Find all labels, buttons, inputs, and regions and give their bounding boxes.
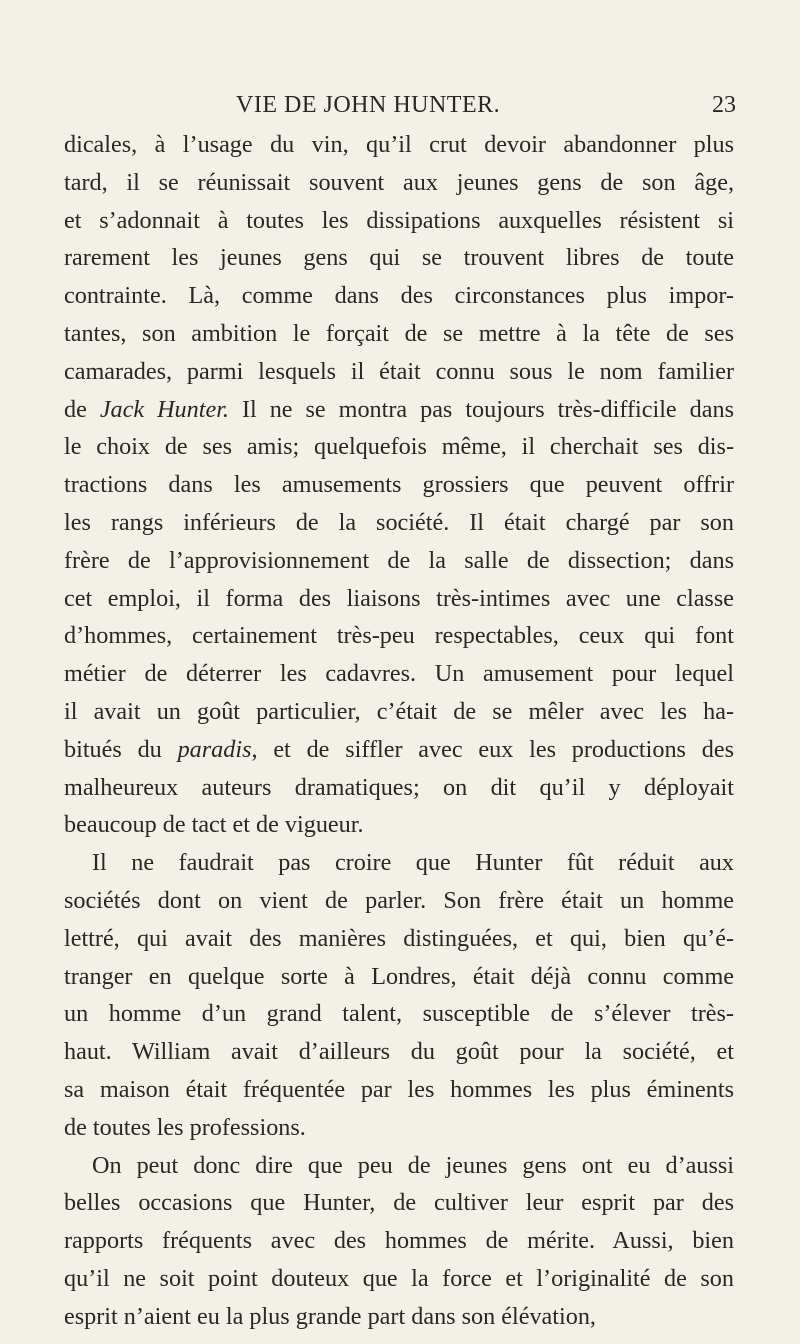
running-title: VIE DE JOHN HUNTER.	[236, 92, 501, 118]
italic-word: paradis	[177, 735, 252, 763]
paragraph-start-line: On peut donc dire que peu de jeunes gens ont eu d’aussi	[92, 1151, 734, 1179]
text-line	[64, 391, 734, 429]
text-line: tractions dans les amusements grossiers que peuvent offrir	[64, 471, 734, 499]
body-text	[64, 126, 734, 1336]
text-line: rarement les jeunes gens qui se trouvent libres de toute	[64, 244, 734, 272]
text-line: tranger en quelque sorte à Londres, était déjà connu comme	[64, 962, 734, 990]
text-line: beaucoup de tact et de vigueur.	[64, 811, 364, 839]
text-line: frère de l’approvisionnement de la salle de dissection; dans	[64, 546, 734, 574]
text-line: esprit n’aient eu la plus grande part dans son élévation,	[64, 1302, 596, 1330]
text-line: tantes, son ambition le forçait de se mettre à la tête de ses	[64, 319, 734, 347]
text-line: qu’il ne soit point douteux que la force et l’originalité de son	[64, 1264, 734, 1292]
text-line: rapports fréquents avec des hommes de mérite. Aussi, bien	[64, 1227, 734, 1255]
text-line: les rangs inférieurs de la société. Il était chargé par son	[64, 508, 734, 536]
text-line: malheureux auteurs dramatiques; on dit qu’il y déployait	[64, 773, 734, 801]
text-line: et s’adonnait à toutes les dissipations auxquelles résistent si	[64, 206, 734, 234]
text-line: cet emploi, il forma des liaisons très-intimes avec une classe	[64, 584, 734, 612]
text-segment: de	[64, 395, 100, 423]
text-line: haut. William avait d’ailleurs du goût pour la société, et	[64, 1038, 734, 1066]
text-line: sociétés dont on vient de parler. Son frère était un homme	[64, 886, 734, 914]
page-number: 23	[712, 92, 736, 118]
text-line: de toutes les professions.	[64, 1113, 306, 1141]
text-line: il avait un goût particulier, c’était de se mêler avec les ha-	[64, 697, 734, 725]
italic-name: Jack Hunter.	[99, 395, 229, 423]
text-line: contrainte. Là, comme dans des circonstances plus impor-	[64, 282, 734, 310]
text-line: sa maison était fréquentée par les hommes les plus éminents	[64, 1075, 734, 1103]
text-line: dicales, à l’usage du vin, qu’il crut devoir abandonner plus	[64, 131, 734, 158]
text-segment: bitués du	[64, 735, 178, 763]
text-line: camarades, parmi lesquels il était connu sous le nom familier	[64, 357, 734, 385]
running-head	[0, 84, 800, 124]
text-line: belles occasions que Hunter, de cultiver leur esprit par des	[64, 1189, 734, 1217]
text-line: tard, il se réunissait souvent aux jeunes gens de son âge,	[64, 168, 734, 196]
text-line: d’hommes, certainement très-peu respectables, ceux qui font	[64, 622, 734, 650]
paragraph-start-line: Il ne faudrait pas croire que Hunter fût réduit aux	[92, 849, 734, 877]
text-line	[64, 731, 734, 769]
text-line: métier de déterrer les cadavres. Un amusement pour lequel	[64, 660, 734, 688]
text-segment: Il ne se montra pas toujours très-difficile dans	[228, 395, 734, 423]
text-line: lettré, qui avait des manières distinguées, et qui, bien qu’é-	[64, 924, 734, 952]
text-line: le choix de ses amis; quelquefois même, il cherchait ses dis-	[64, 433, 734, 461]
text-line: un homme d’un grand talent, susceptible de s’élever très-	[64, 1000, 734, 1028]
text-segment: , et de siffler avec eux les productions des	[251, 735, 735, 763]
